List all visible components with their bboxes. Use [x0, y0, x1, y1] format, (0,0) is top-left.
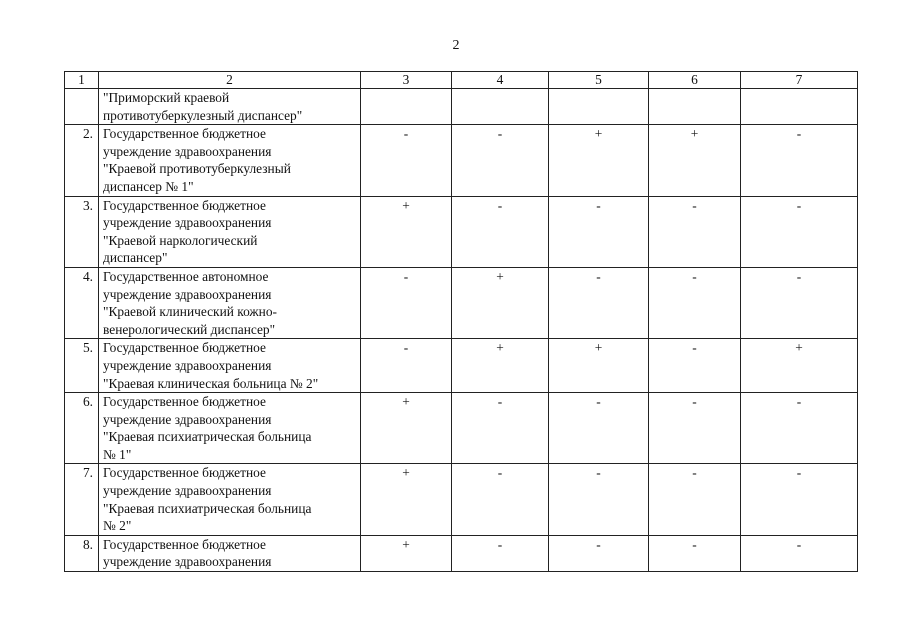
institutions-table [64, 71, 858, 572]
institution-name: Государственное бюджетное учреждение здравоохранения "Краевой противотуберкулезный диспансер № 1" [99, 125, 361, 196]
mark-cell: + [741, 339, 858, 393]
row-number: 4. [65, 267, 99, 338]
mark-cell: + [452, 339, 549, 393]
header-row [65, 72, 858, 89]
mark-cell: - [549, 393, 649, 464]
mark-cell: - [549, 267, 649, 338]
row-number [65, 89, 99, 125]
mark-cell: + [361, 393, 452, 464]
mark-cell: - [361, 339, 452, 393]
mark-cell: - [452, 125, 549, 196]
institution-name: "Приморский краевой противотуберкулезный диспансер" [99, 89, 361, 125]
mark-cell [361, 89, 452, 125]
mark-cell: - [452, 464, 549, 535]
mark-cell: - [741, 125, 858, 196]
table-row [65, 535, 858, 571]
mark-cell: - [361, 267, 452, 338]
mark-cell: + [361, 535, 452, 571]
row-number: 5. [65, 339, 99, 393]
mark-cell [549, 89, 649, 125]
institution-name: Государственное бюджетное учреждение здравоохранения "Краевая психиатрическая больница № 2" [99, 464, 361, 535]
table-row [65, 196, 858, 267]
mark-cell [452, 89, 549, 125]
institution-name: Государственное бюджетное учреждение здравоохранения "Краевой наркологический диспансер" [99, 196, 361, 267]
column-header: 5 [549, 72, 649, 89]
institution-name: Государственное бюджетное учреждение здравоохранения "Краевая клиническая больница № 2" [99, 339, 361, 393]
row-number: 7. [65, 464, 99, 535]
column-header: 1 [65, 72, 99, 89]
mark-cell: - [649, 393, 741, 464]
column-header: 4 [452, 72, 549, 89]
mark-cell: + [549, 339, 649, 393]
mark-cell: - [741, 535, 858, 571]
table-row [65, 89, 858, 125]
mark-cell: + [649, 125, 741, 196]
mark-cell: + [549, 125, 649, 196]
mark-cell: - [549, 196, 649, 267]
mark-cell: - [741, 464, 858, 535]
mark-cell: - [549, 535, 649, 571]
mark-cell: + [361, 196, 452, 267]
row-number: 6. [65, 393, 99, 464]
column-header: 6 [649, 72, 741, 89]
mark-cell: - [452, 393, 549, 464]
mark-cell: - [649, 267, 741, 338]
mark-cell: - [741, 196, 858, 267]
mark-cell: - [452, 535, 549, 571]
table-row [65, 125, 858, 196]
mark-cell [649, 89, 741, 125]
column-header: 7 [741, 72, 858, 89]
mark-cell: - [361, 125, 452, 196]
mark-cell: - [549, 464, 649, 535]
table-row [65, 339, 858, 393]
row-number: 8. [65, 535, 99, 571]
mark-cell: - [649, 464, 741, 535]
mark-cell: - [741, 393, 858, 464]
institution-name: Государственное бюджетное учреждение здравоохранения "Краевая психиатрическая больница № 1" [99, 393, 361, 464]
mark-cell: + [452, 267, 549, 338]
mark-cell: - [452, 196, 549, 267]
table-body [65, 72, 858, 572]
mark-cell: - [741, 267, 858, 338]
mark-cell: - [649, 196, 741, 267]
column-header: 2 [99, 72, 361, 89]
row-number: 2. [65, 125, 99, 196]
row-number: 3. [65, 196, 99, 267]
column-header: 3 [361, 72, 452, 89]
institution-name: Государственное бюджетное учреждение здравоохранения [99, 535, 361, 571]
table-row [65, 393, 858, 464]
mark-cell: - [649, 339, 741, 393]
table-row [65, 267, 858, 338]
mark-cell [741, 89, 858, 125]
table-row [65, 464, 858, 535]
institution-name: Государственное автономное учреждение здравоохранения "Краевой клинический кожно- венерологический диспансер" [99, 267, 361, 338]
mark-cell: - [649, 535, 741, 571]
page-number: 2 [452, 38, 460, 53]
mark-cell: + [361, 464, 452, 535]
